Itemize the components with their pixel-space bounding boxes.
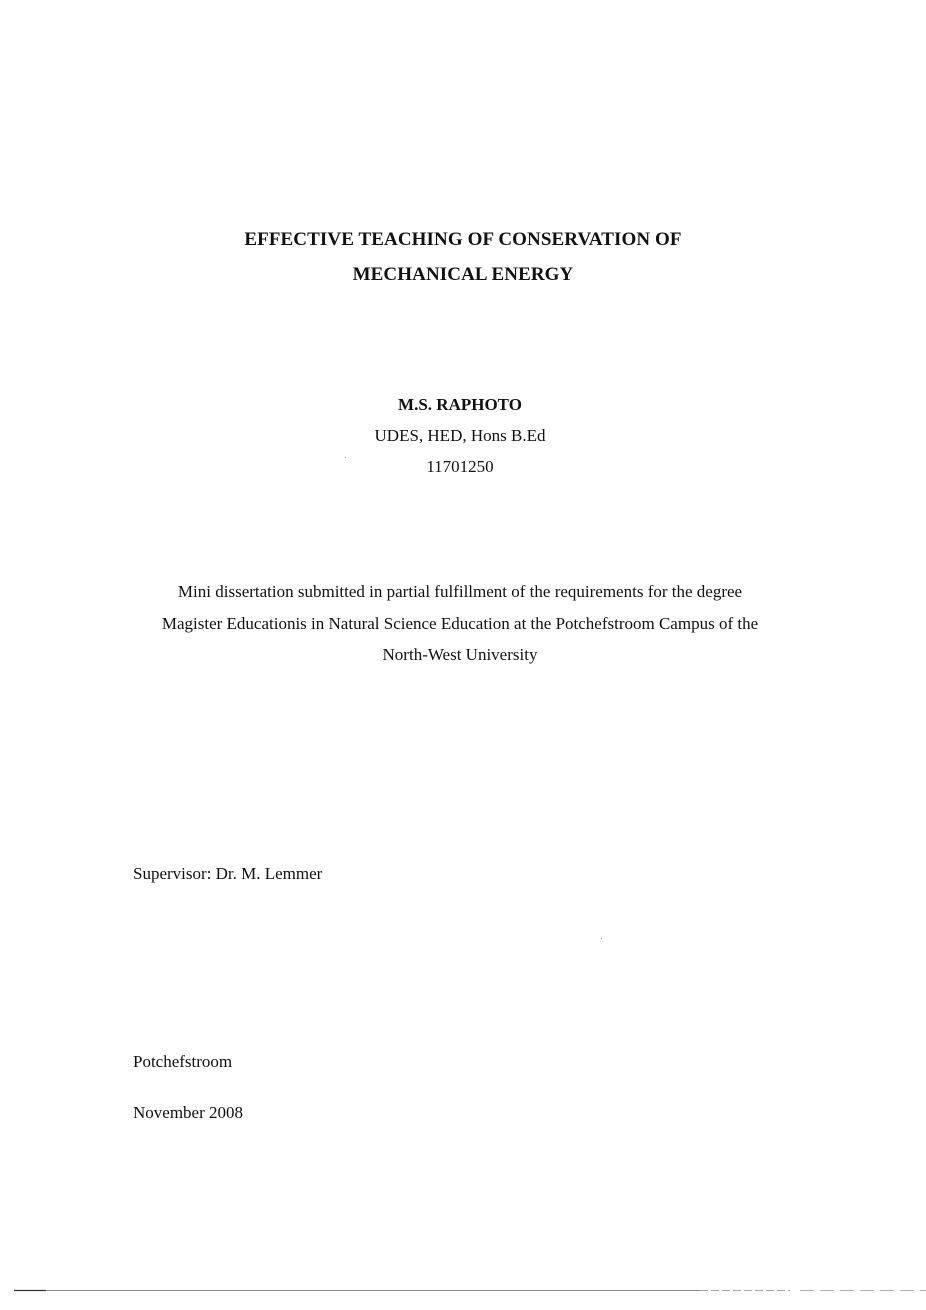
submission-statement-line-1: Mini dissertation submitted in partial fulfillment of the requirements for the degree [177,582,743,601]
thesis-title-line-2: MECHANICAL ENERGY [352,264,574,285]
scan-edge-line [0,1289,926,1292]
place: Potchefstroom [133,1052,233,1071]
supervisor: Supervisor: Dr. M. Lemmer [133,864,323,883]
thesis-title-line-1: EFFECTIVE TEACHING OF CONSERVATION OF [244,229,682,250]
submission-statement-line-2: Magister Educationis in Natural Science Education at the Potchefstroom Campus of the [161,614,759,633]
scan-speck [345,457,346,458]
author-qualifications: UDES, HED, Hons B.Ed [374,426,546,445]
submission-statement-line-3: North-West University [382,645,538,664]
author-name: M.S. RAPHOTO [398,395,522,414]
scan-speck [601,938,602,939]
date: November 2008 [133,1103,244,1122]
student-number: 11701250 [426,457,494,476]
